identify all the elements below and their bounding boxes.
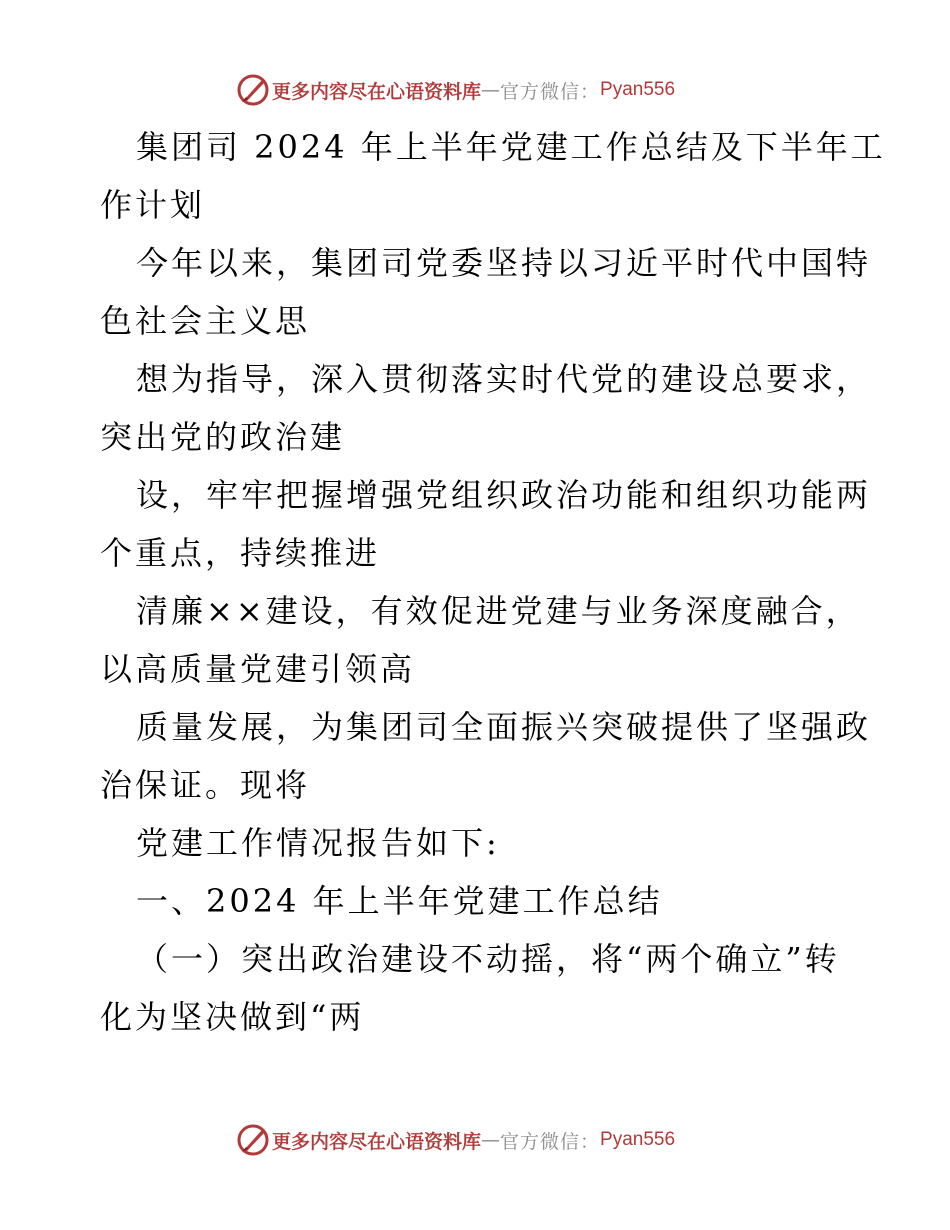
text-line: 突出党的政治建 <box>100 418 346 456</box>
watermark-label: 官方微信： <box>500 1130 601 1153</box>
text-line: 今年以来，集团司党委坚持以习近平时代中国特 <box>136 244 872 282</box>
text-line: 想为指导，深入贯彻落实时代党的建设总要求， <box>136 360 872 398</box>
text-line: 一、2024 年上半年党建工作总结 <box>136 882 663 920</box>
text-line: 党建工作情况报告如下: <box>136 824 500 862</box>
watermark-account-id: Pyan556 <box>600 1129 676 1150</box>
watermark-brand-text: 更多内容尽在心语资料库 <box>272 1130 482 1153</box>
subsection-heading <box>100 930 860 1046</box>
document-title <box>100 118 886 234</box>
text-line: 以高质量党建引领高 <box>100 650 416 688</box>
text-line: 色社会主义思 <box>100 302 311 340</box>
text-line: （一）突出政治建设不动摇，将“两个确立”转 <box>136 940 840 978</box>
paragraph <box>100 582 860 698</box>
text-line: 化为坚决做到“两 <box>100 998 365 1036</box>
text-line: 作计划 <box>100 186 206 224</box>
watermark-separator: — <box>481 1129 501 1151</box>
text-line: 个重点，持续推进 <box>100 534 381 572</box>
watermark-separator: — <box>481 79 501 101</box>
watermark-label: 官方微信： <box>500 80 601 103</box>
text-line: 质量发展，为集团司全面振兴突破提供了坚强政 <box>136 708 872 746</box>
text-line: 设，牢牢把握增强党组织政治功能和组织功能两 <box>136 476 872 514</box>
watermark-brand-text: 更多内容尽在心语资料库 <box>272 80 482 103</box>
text-line: 治保证。现将 <box>100 766 311 804</box>
header-watermark <box>236 72 675 108</box>
footer-watermark <box>236 1122 675 1158</box>
text-line: 清廉××建设，有效促进党建与业务深度融合， <box>136 592 861 630</box>
section-heading <box>100 872 860 930</box>
document-body <box>100 118 886 1046</box>
quill-pen-logo-icon <box>236 1123 270 1157</box>
paragraph <box>100 698 872 814</box>
paragraph <box>100 466 872 582</box>
watermark-account-id: Pyan556 <box>600 79 676 100</box>
paragraph <box>100 814 860 872</box>
paragraph <box>100 350 872 466</box>
text-line: 集团司 2024 年上半年党建工作总结及下半年工 <box>136 128 886 166</box>
paragraph <box>100 234 872 350</box>
quill-pen-logo-icon <box>236 73 270 107</box>
